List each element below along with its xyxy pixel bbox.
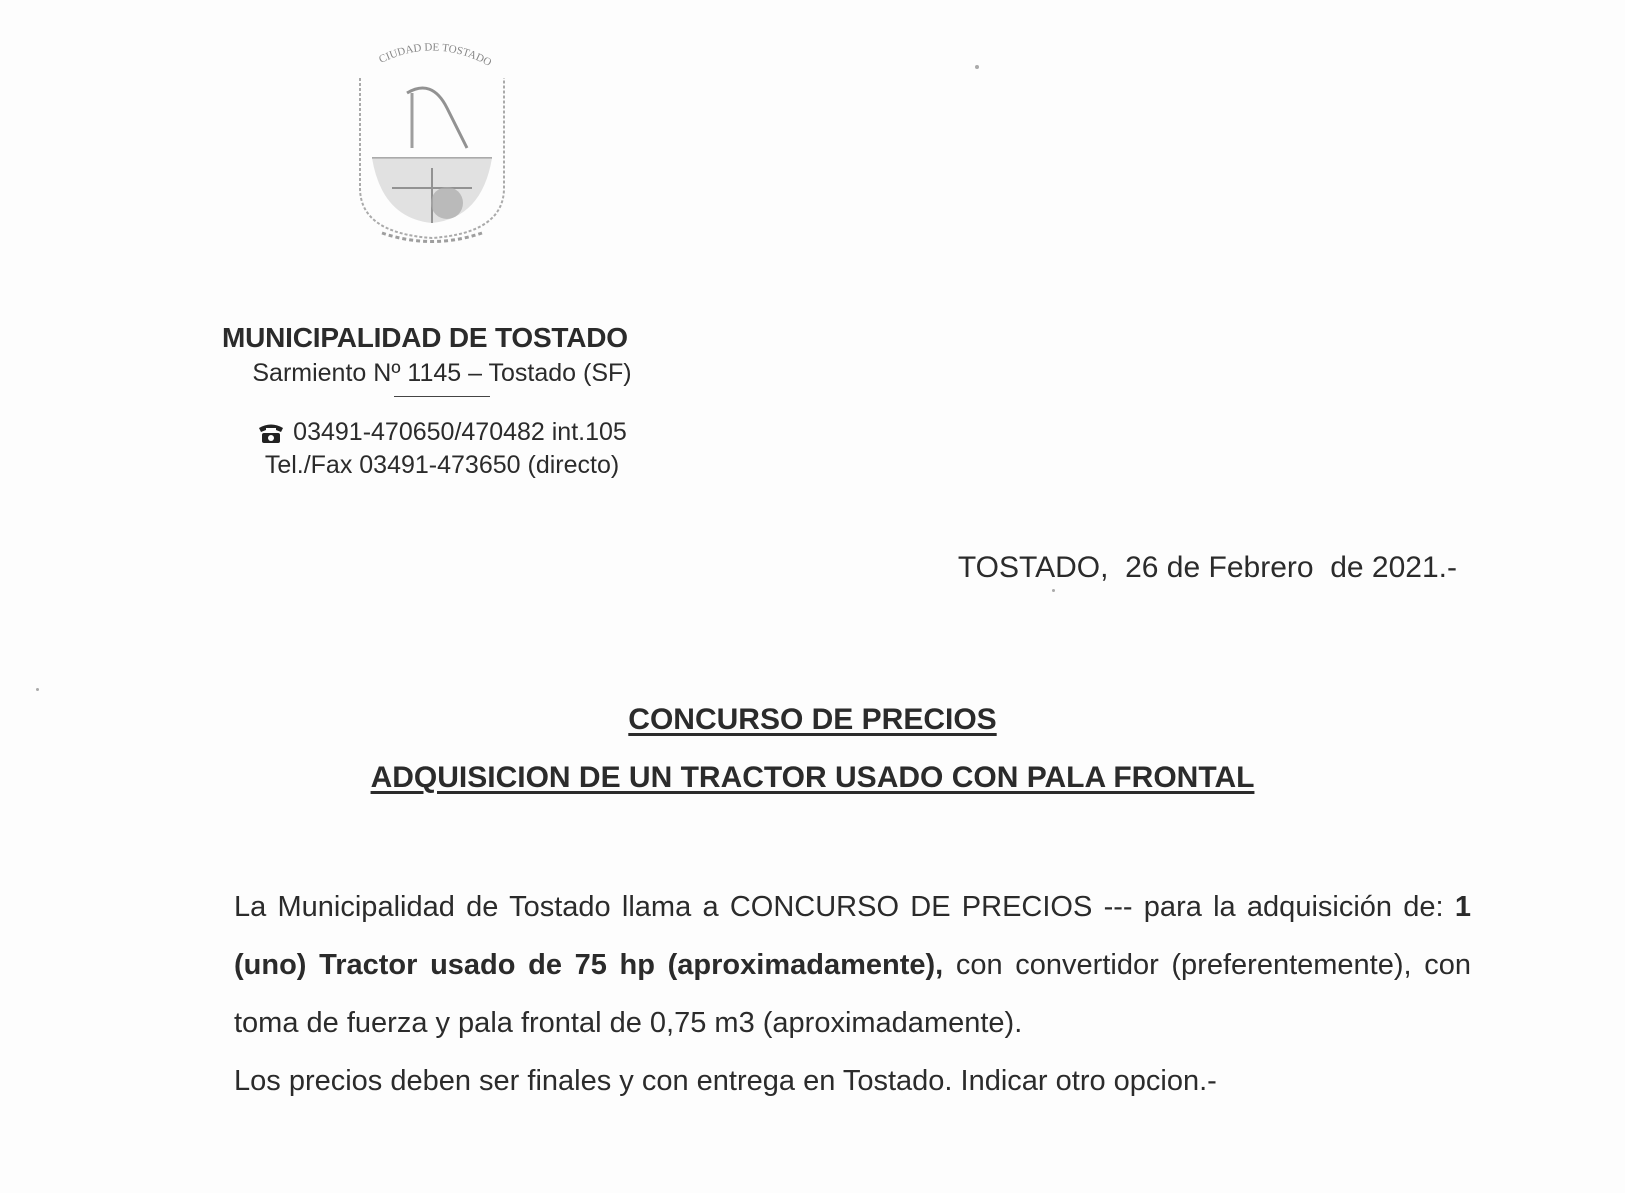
body-paragraph-2: Los precios deben ser finales y con entrega en Tostado. Indicar otro opcion.- <box>234 1065 1217 1097</box>
scan-speck <box>1052 589 1055 592</box>
title-line-1-text: CONCURSO DE PRECIOS <box>628 703 997 736</box>
svg-text:CIUDAD DE TOSTADO <box>377 41 493 69</box>
paragraph-1-bold: 1 (uno) Tractor usado de 75 hp (aproximadamente), <box>234 891 1471 981</box>
telephone-icon <box>257 421 285 443</box>
title-line-1 <box>0 702 1625 738</box>
paragraph-1-end: con convertidor (preferentemente), con toma de fuerza y pala frontal de 0,75 m3 (aproximadamente). <box>234 949 1471 1039</box>
scan-speck <box>36 688 39 691</box>
document-date: TOSTADO, 26 de Febrero de 2021.- <box>957 551 1457 584</box>
title-line-2-text: ADQUISICION DE UN TRACTOR USADO CON PALA FRONTAL <box>370 761 1255 794</box>
organization-name: MUNICIPALIDAD DE TOSTADO <box>222 322 628 353</box>
document-body <box>234 878 1471 1110</box>
organization-address: Sarmiento Nº 1145 – Tostado (SF) <box>252 359 632 387</box>
seal-text: CIUDAD DE TOSTADO <box>377 41 494 69</box>
fax-number: Tel./Fax 03491-473650 (directo) <box>264 451 620 479</box>
title-line-2 <box>0 760 1625 796</box>
seal-graphic <box>352 38 512 246</box>
paragraph-1-start: La Municipalidad de Tostado llama a CONCURSO DE PRECIOS --- para la adquisición de: <box>234 891 1455 923</box>
letterhead <box>222 322 662 480</box>
municipal-seal <box>352 38 512 246</box>
phone-number: 03491-470650/470482 int.105 <box>293 418 627 446</box>
phone-line <box>222 417 662 447</box>
body-paragraph-1 <box>234 878 1471 1052</box>
letterhead-divider <box>394 396 490 397</box>
scan-speck <box>975 65 979 69</box>
